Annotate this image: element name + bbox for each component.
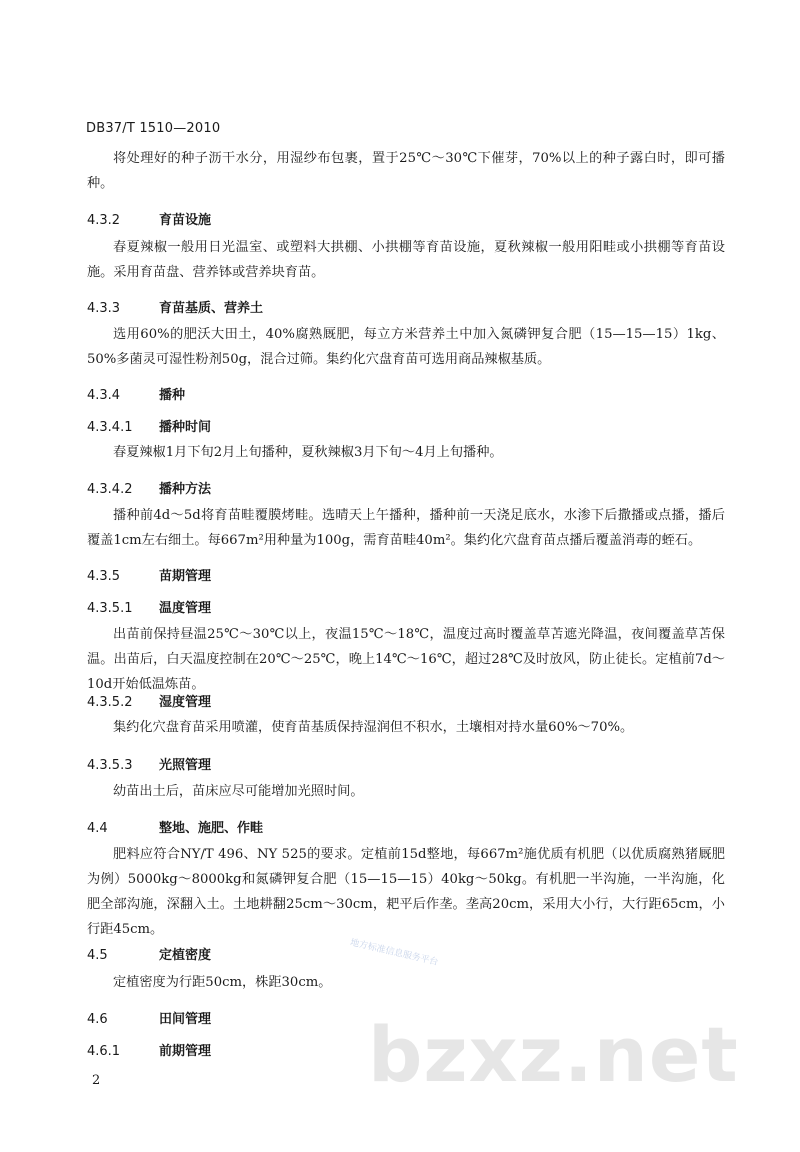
section-heading-4-5 [87,944,211,963]
section-heading-4-3-4-2 [87,478,211,497]
section-title: 田间管理 [159,1012,212,1027]
section-title: 整地、施肥、作畦 [159,821,264,836]
page-number: 2 [92,1073,101,1088]
paragraph-4-4: 肥料应符合NY/T 496、NY 525的要求。定植前15d整地，每667m²施优质有机肥（以优质腐熟猪厩肥为例）5000kg～8000kg和氮磷钾复合肥（15—15—15）40kg～50kg。有机肥一半沟施，一半沟施，化肥全部沟施，深翻入土。土地耕翻25cm～30cm，耙平后作垄。垄高20cm，采用大小行，大行距65cm，小行距45cm。 [87,847,725,937]
section-number: 4.3.4.2 [87,482,133,497]
section-number: 4.6.1 [87,1044,121,1059]
section-number: 4.5 [87,948,108,963]
paragraph-4-3-5-3: 幼苗出土后，苗床应尽可能增加光照时间。 [113,784,364,799]
section-title: 播种时间 [159,420,212,435]
section-number: 4.3.5.1 [87,601,133,616]
section-heading-4-3-5-3 [87,754,211,773]
section-heading-4-6-1 [87,1040,211,1059]
section-number: 4.4 [87,821,108,836]
section-title: 育苗基质、营养土 [159,301,264,316]
paragraph-4-3-3: 选用60%的肥沃大田土，40%腐熟厩肥，每立方米营养土中加入氮磷钾复合肥（15—15—15）1kg、50%多菌灵可湿性粉剂50g，混合过筛。集约化穴盘育苗可选用商品辣椒基质。 [87,327,725,367]
section-heading-4-3-5-2 [87,691,211,710]
paragraph-4-3-4-2: 播种前4d～5d将育苗畦覆膜烤畦。选晴天上午播种，播种前一天浇足底水，水渗下后撒播或点播，播后覆盖1cm左右细土。每667m²用种量为100g，需育苗畦40m²。集约化穴盘育苗点播后覆盖消毒的蛭石。 [87,508,725,548]
section-title: 光照管理 [159,758,212,773]
section-title: 湿度管理 [159,695,212,710]
section-heading-4-3-3 [87,297,263,316]
watermark-site: bzxz.net [368,1010,739,1099]
section-number: 4.3.5.2 [87,695,133,710]
section-number: 4.3.4 [87,388,121,403]
section-title: 育苗设施 [159,213,212,228]
paragraph-4-5: 定植密度为行距50cm，株距30cm。 [113,975,332,990]
paragraph-4-3-5-1: 出苗前保持昼温25℃～30℃以上，夜温15℃～18℃，温度过高时覆盖草苫遮光降温，夜间覆盖草苫保温。出苗后，白天温度控制在20℃～25℃，晚上14℃～16℃，超过28℃及时放风，防止徒长。定植前7d～10d开始低温炼苗。 [87,627,725,692]
section-heading-4-3-5-1 [87,597,211,616]
paragraph-4-3-4-1: 春夏辣椒1月下旬2月上旬播种，夏秋辣椒3月下旬～4月上旬播种。 [113,445,503,460]
section-title: 前期管理 [159,1044,212,1059]
watermark-stamp: 地方标准信息服务平台 [349,937,440,968]
paragraph-germination: 将处理好的种子沥干水分，用湿纱布包裹，置于25℃～30℃下催芽，70%以上的种子露白时，即可播种。 [87,151,725,191]
section-heading-4-3-5 [87,565,211,584]
section-heading-4-4 [87,817,263,836]
section-title: 定植密度 [159,948,212,963]
section-number: 4.3.5 [87,569,121,584]
section-heading-4-6 [87,1008,211,1027]
doc-code-header: DB37/T 1510—2010 [86,121,221,136]
section-number: 4.3.2 [87,213,121,228]
section-number: 4.6 [87,1012,108,1027]
section-number: 4.3.3 [87,301,121,316]
section-heading-4-3-4 [87,384,185,403]
paragraph-4-3-2: 春夏辣椒一般用日光温室、或塑料大拱棚、小拱棚等育苗设施，夏秋辣椒一般用阳畦或小拱棚等育苗设施。采用育苗盘、营养钵或营养块育苗。 [87,240,725,280]
section-number: 4.3.4.1 [87,420,133,435]
section-heading-4-3-2 [87,209,211,228]
section-title: 播种 [159,388,186,403]
section-title: 播种方法 [159,482,212,497]
paragraph-4-3-5-2: 集约化穴盘育苗采用喷灌，使育苗基质保持湿润但不积水，土壤相对持水量60%～70%。 [113,720,634,735]
section-heading-4-3-4-1 [87,416,211,435]
section-title: 苗期管理 [159,569,212,584]
section-number: 4.3.5.3 [87,758,133,773]
section-title: 温度管理 [159,601,212,616]
